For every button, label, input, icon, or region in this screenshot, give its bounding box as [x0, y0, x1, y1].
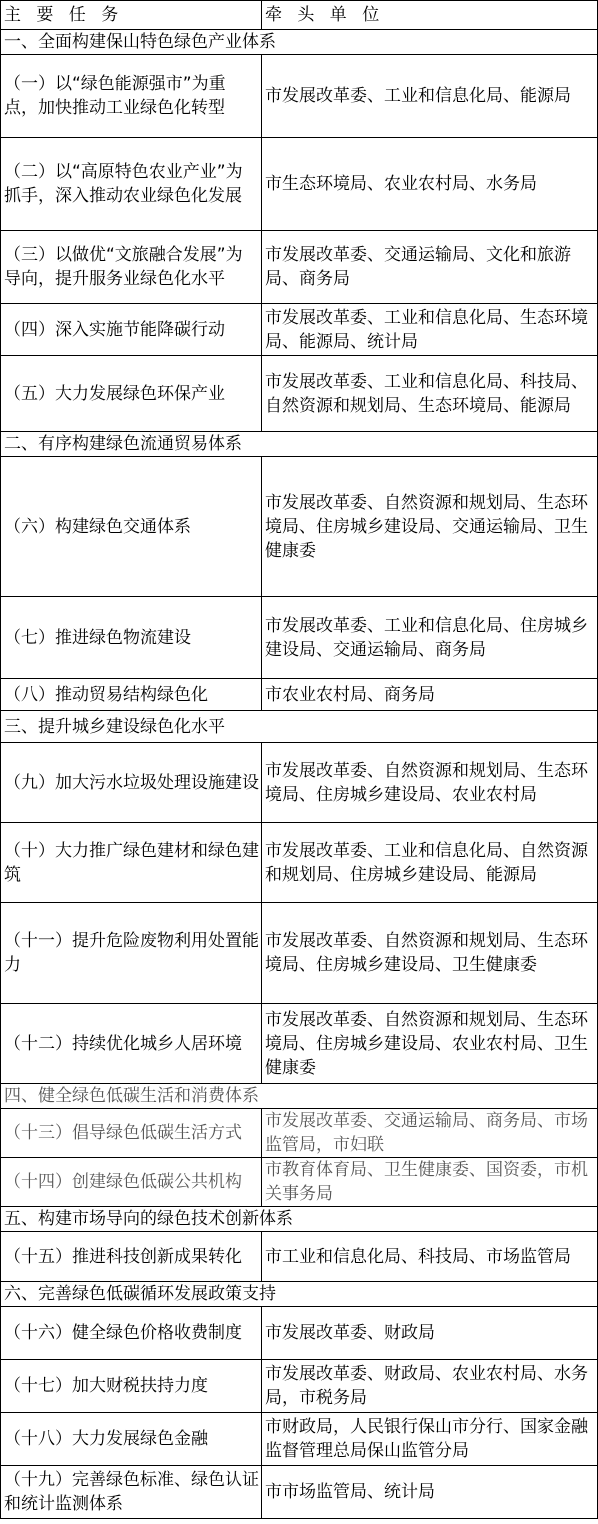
task-cell: （四）深入实施节能降碳行动	[1, 304, 262, 356]
task-cell: （十二）持续优化城乡人居环境	[1, 1004, 262, 1084]
table-row	[1, 356, 598, 432]
lead-unit-cell: 市发展改革委、工业和信息化局、自然资源和规划局、住房城乡建设局、能源局	[262, 823, 598, 903]
section-row	[1, 432, 598, 457]
table-row	[1, 823, 598, 903]
lead-unit-cell: 市发展改革委、工业和信息化局、生态环境局、能源局、统计局	[262, 304, 598, 356]
section-title: 三、提升城乡建设绿色化水平	[1, 711, 598, 743]
task-cell: （十五）推进科技创新成果转化	[1, 1232, 262, 1282]
section-title: 五、构建市场导向的绿色技术创新体系	[1, 1207, 598, 1232]
lead-unit-cell: 市发展改革委、交通运输局、商务局、市场监管局，市妇联	[262, 1109, 598, 1158]
table-row	[1, 597, 598, 679]
table-row	[1, 679, 598, 711]
section-title: 一、全面构建保山特色绿色产业体系	[1, 30, 598, 55]
lead-unit-cell: 市发展改革委、自然资源和规划局、生态环境局、住房城乡建设局、农业农村局	[262, 743, 598, 823]
header-task: 主 要 任 务	[1, 1, 262, 30]
task-cell: （九）加大污水垃圾处理设施建设	[1, 743, 262, 823]
task-cell: （十八）大力发展绿色金融	[1, 1413, 262, 1466]
table-row	[1, 138, 598, 231]
lead-unit-cell: 市发展改革委、工业和信息化局、科技局、自然资源和规划局、生态环境局、能源局	[262, 356, 598, 432]
table-row	[1, 1158, 598, 1207]
table-row	[1, 743, 598, 823]
lead-unit-cell: 市发展改革委、自然资源和规划局、生态环境局、住房城乡建设局、卫生健康委	[262, 903, 598, 1004]
task-cell: （五）大力发展绿色环保产业	[1, 356, 262, 432]
lead-unit-cell: 市发展改革委、自然资源和规划局、生态环境局、住房城乡建设局、交通运输局、卫生健康委	[262, 457, 598, 597]
task-cell: （二）以“高原特色农业产业”为抓手，深入推动农业绿色化发展	[1, 138, 262, 231]
task-cell: （六）构建绿色交通体系	[1, 457, 262, 597]
lead-unit-cell: 市生态环境局、农业农村局、水务局	[262, 138, 598, 231]
task-cell: （十）大力推广绿色建材和绿色建筑	[1, 823, 262, 903]
lead-unit-cell: 市教育体育局、卫生健康委、国资委，市机关事务局	[262, 1158, 598, 1207]
task-cell: （十七）加大财税扶持力度	[1, 1360, 262, 1413]
section-row	[1, 30, 598, 55]
table-row	[1, 1232, 598, 1282]
table-row	[1, 1360, 598, 1413]
section-row	[1, 1084, 598, 1109]
table-body	[1, 30, 598, 1519]
section-row	[1, 1207, 598, 1232]
task-cell: （一）以“绿色能源强市”为重点，加快推动工业绿色化转型	[1, 55, 262, 138]
task-cell: （十三）倡导绿色低碳生活方式	[1, 1109, 262, 1158]
lead-unit-cell: 市发展改革委、财政局	[262, 1307, 598, 1360]
table-header-row	[1, 1, 598, 30]
lead-unit-cell: 市发展改革委、财政局、农业农村局、水务局，市税务局	[262, 1360, 598, 1413]
section-title: 二、有序构建绿色流通贸易体系	[1, 432, 598, 457]
header-unit: 牵 头 单 位	[262, 1, 598, 30]
table-row	[1, 903, 598, 1004]
lead-unit-cell: 市发展改革委、自然资源和规划局、生态环境局、住房城乡建设局、农业农村局、卫生健康委	[262, 1004, 598, 1084]
table-row	[1, 55, 598, 138]
section-row	[1, 1282, 598, 1307]
table-row	[1, 231, 598, 304]
table-row	[1, 1413, 598, 1466]
lead-unit-cell: 市发展改革委、交通运输局、文化和旅游局、商务局	[262, 231, 598, 304]
lead-unit-cell: 市工业和信息化局、科技局、市场监管局	[262, 1232, 598, 1282]
section-row	[1, 711, 598, 743]
lead-unit-cell: 市财政局，人民银行保山市分行、国家金融监督管理总局保山监管分局	[262, 1413, 598, 1466]
task-cell: （十四）创建绿色低碳公共机构	[1, 1158, 262, 1207]
table-row	[1, 1109, 598, 1158]
task-cell: （十一）提升危险废物利用处置能力	[1, 903, 262, 1004]
lead-unit-cell: 市市场监管局、统计局	[262, 1466, 598, 1519]
task-cell: （十九）完善绿色标准、绿色认证和统计监测体系	[1, 1466, 262, 1519]
table-row	[1, 457, 598, 597]
table-row	[1, 1307, 598, 1360]
section-title: 六、完善绿色低碳循环发展政策支持	[1, 1282, 598, 1307]
task-cell: （十六）健全绿色价格收费制度	[1, 1307, 262, 1360]
task-cell: （三）以做优“文旅融合发展”为导向，提升服务业绿色化水平	[1, 231, 262, 304]
table-row	[1, 304, 598, 356]
lead-unit-cell: 市发展改革委、工业和信息化局、住房城乡建设局、交通运输局、商务局	[262, 597, 598, 679]
table-row	[1, 1004, 598, 1084]
task-cell: （八）推动贸易结构绿色化	[1, 679, 262, 711]
task-cell: （七）推进绿色物流建设	[1, 597, 262, 679]
table-row	[1, 1466, 598, 1519]
lead-unit-cell: 市发展改革委、工业和信息化局、能源局	[262, 55, 598, 138]
lead-unit-cell: 市农业农村局、商务局	[262, 679, 598, 711]
section-title: 四、健全绿色低碳生活和消费体系	[1, 1084, 598, 1109]
